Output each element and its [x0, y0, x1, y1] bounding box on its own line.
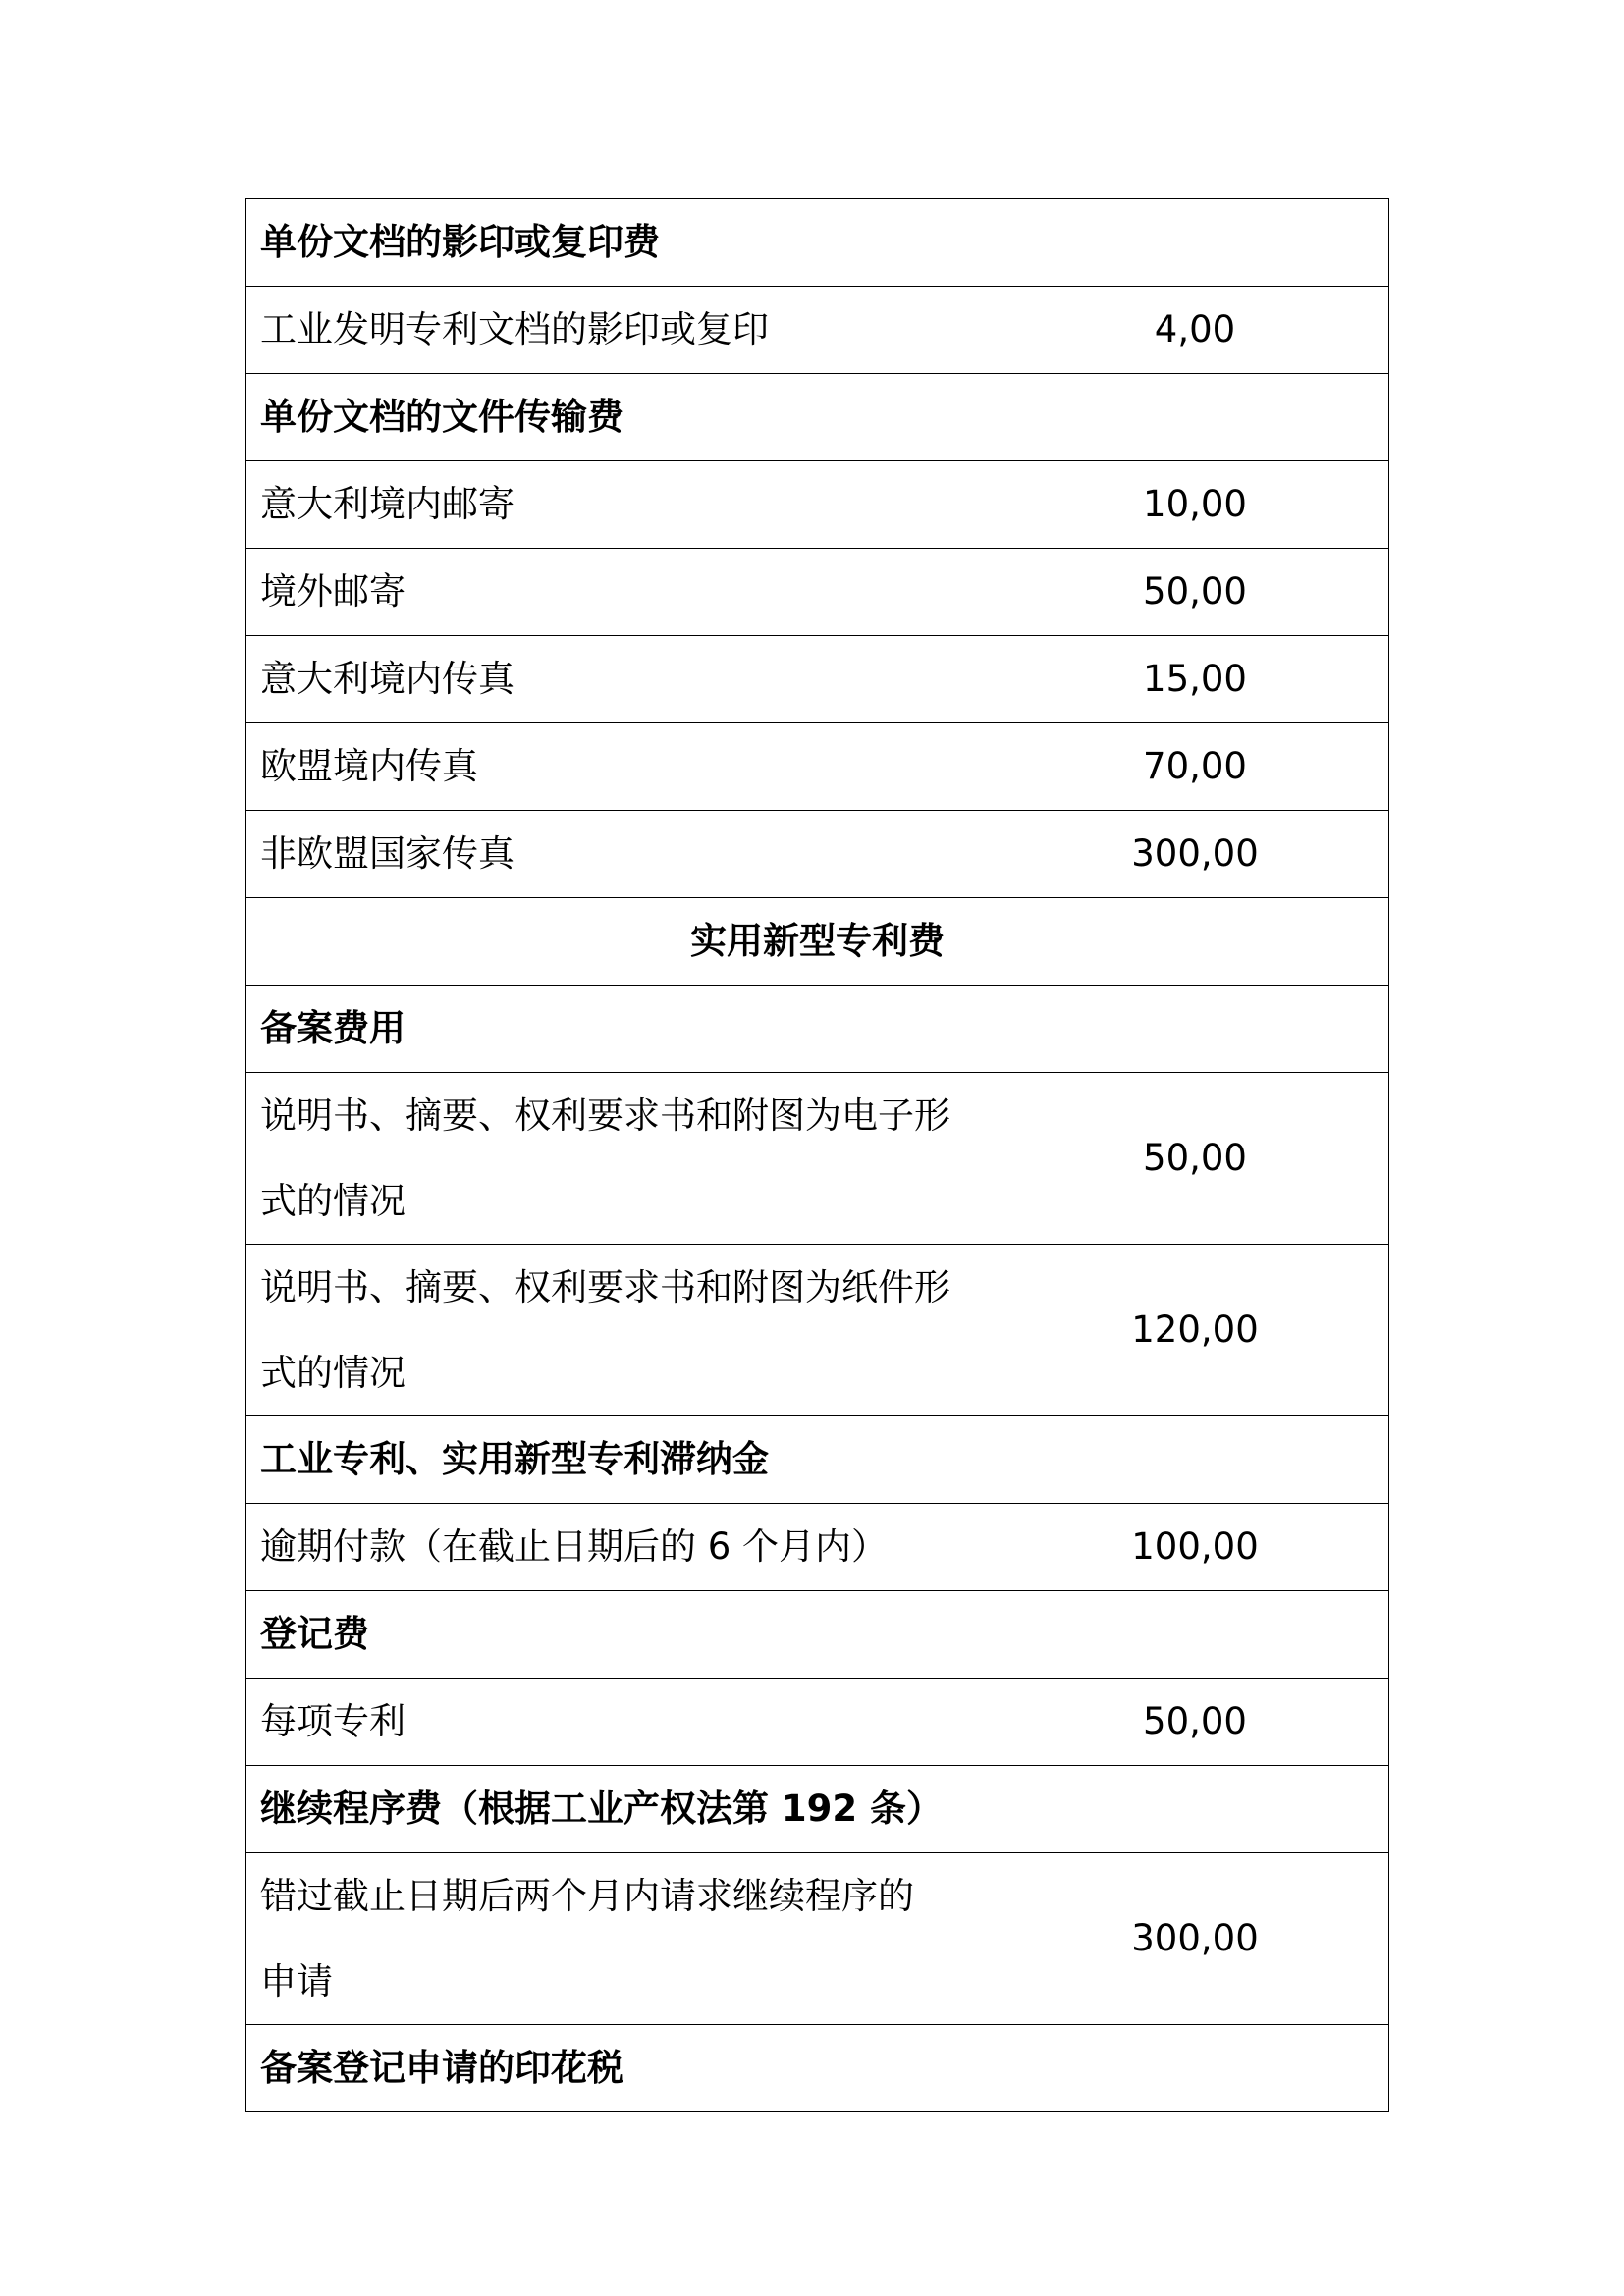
- fee-value: [1001, 2025, 1389, 2112]
- fee-item-label: 意大利境内传真: [246, 636, 1001, 723]
- section-header-label: 登记费: [246, 1591, 1001, 1679]
- fee-item-label: 欧盟境内传真: [246, 723, 1001, 811]
- fee-value: [1001, 986, 1389, 1073]
- fee-value: 50,00: [1001, 549, 1389, 636]
- table-row: [246, 636, 1389, 723]
- fee-value: 15,00: [1001, 636, 1389, 723]
- section-header-label: 备案登记申请的印花税: [246, 2025, 1001, 2112]
- fee-item-label: 境外邮寄: [246, 549, 1001, 636]
- fee-item-label-line2: 申请: [260, 1960, 333, 2002]
- table-row: [246, 1416, 1389, 1504]
- section-title: 实用新型专利费: [246, 898, 1389, 986]
- fee-value: 4,00: [1001, 287, 1389, 374]
- table-row: [246, 199, 1389, 287]
- table-row: [246, 287, 1389, 374]
- table-row: [246, 461, 1389, 549]
- section-header-label: 单份文档的影印或复印费: [246, 199, 1001, 287]
- table-row: [246, 1853, 1389, 2025]
- fee-item-label-line1: 说明书、摘要、权利要求书和附图为纸件形: [260, 1266, 950, 1308]
- section-header-label: 备案费用: [246, 986, 1001, 1073]
- table-row: [246, 898, 1389, 986]
- fee-item-label: [246, 1245, 1001, 1416]
- fee-item-label-line2: 式的情况: [260, 1180, 406, 1222]
- table-row: [246, 1073, 1389, 1245]
- section-header-label: 工业专利、实用新型专利滞纳金: [246, 1416, 1001, 1504]
- table-row: [246, 549, 1389, 636]
- fee-value: 50,00: [1001, 1679, 1389, 1766]
- table-row: [246, 1504, 1389, 1591]
- fee-item-label: [246, 1073, 1001, 1245]
- fee-item-label-line2: 式的情况: [260, 1352, 406, 1394]
- fee-table: [245, 198, 1389, 2112]
- fee-value: 120,00: [1001, 1245, 1389, 1416]
- section-header-label: 继续程序费（根据工业产权法第 192 条）: [246, 1766, 1001, 1853]
- fee-value: [1001, 1416, 1389, 1504]
- fee-value: 100,00: [1001, 1504, 1389, 1591]
- table-row: [246, 811, 1389, 898]
- fee-item-label: 每项专利: [246, 1679, 1001, 1766]
- table-row: [246, 986, 1389, 1073]
- fee-item-label: [246, 1853, 1001, 2025]
- table-row: [246, 1766, 1389, 1853]
- table-row: [246, 2025, 1389, 2112]
- fee-item-label-line1: 说明书、摘要、权利要求书和附图为电子形: [260, 1095, 950, 1137]
- table-row: [246, 1245, 1389, 1416]
- fee-value: 300,00: [1001, 811, 1389, 898]
- fee-item-label: 逾期付款（在截止日期后的 6 个月内）: [246, 1504, 1001, 1591]
- table-row: [246, 1679, 1389, 1766]
- fee-value: [1001, 1591, 1389, 1679]
- table-row: [246, 374, 1389, 461]
- table-row: [246, 1591, 1389, 1679]
- fee-item-label: 意大利境内邮寄: [246, 461, 1001, 549]
- fee-item-label: 工业发明专利文档的影印或复印: [246, 287, 1001, 374]
- section-header-label: 单份文档的文件传输费: [246, 374, 1001, 461]
- fee-value: [1001, 374, 1389, 461]
- fee-value: 70,00: [1001, 723, 1389, 811]
- table-row: [246, 723, 1389, 811]
- fee-value: [1001, 1766, 1389, 1853]
- fee-value: 50,00: [1001, 1073, 1389, 1245]
- fee-value: 300,00: [1001, 1853, 1389, 2025]
- fee-value: [1001, 199, 1389, 287]
- fee-item-label-line1: 错过截止日期后两个月内请求继续程序的: [260, 1875, 914, 1917]
- fee-item-label: 非欧盟国家传真: [246, 811, 1001, 898]
- fee-value: 10,00: [1001, 461, 1389, 549]
